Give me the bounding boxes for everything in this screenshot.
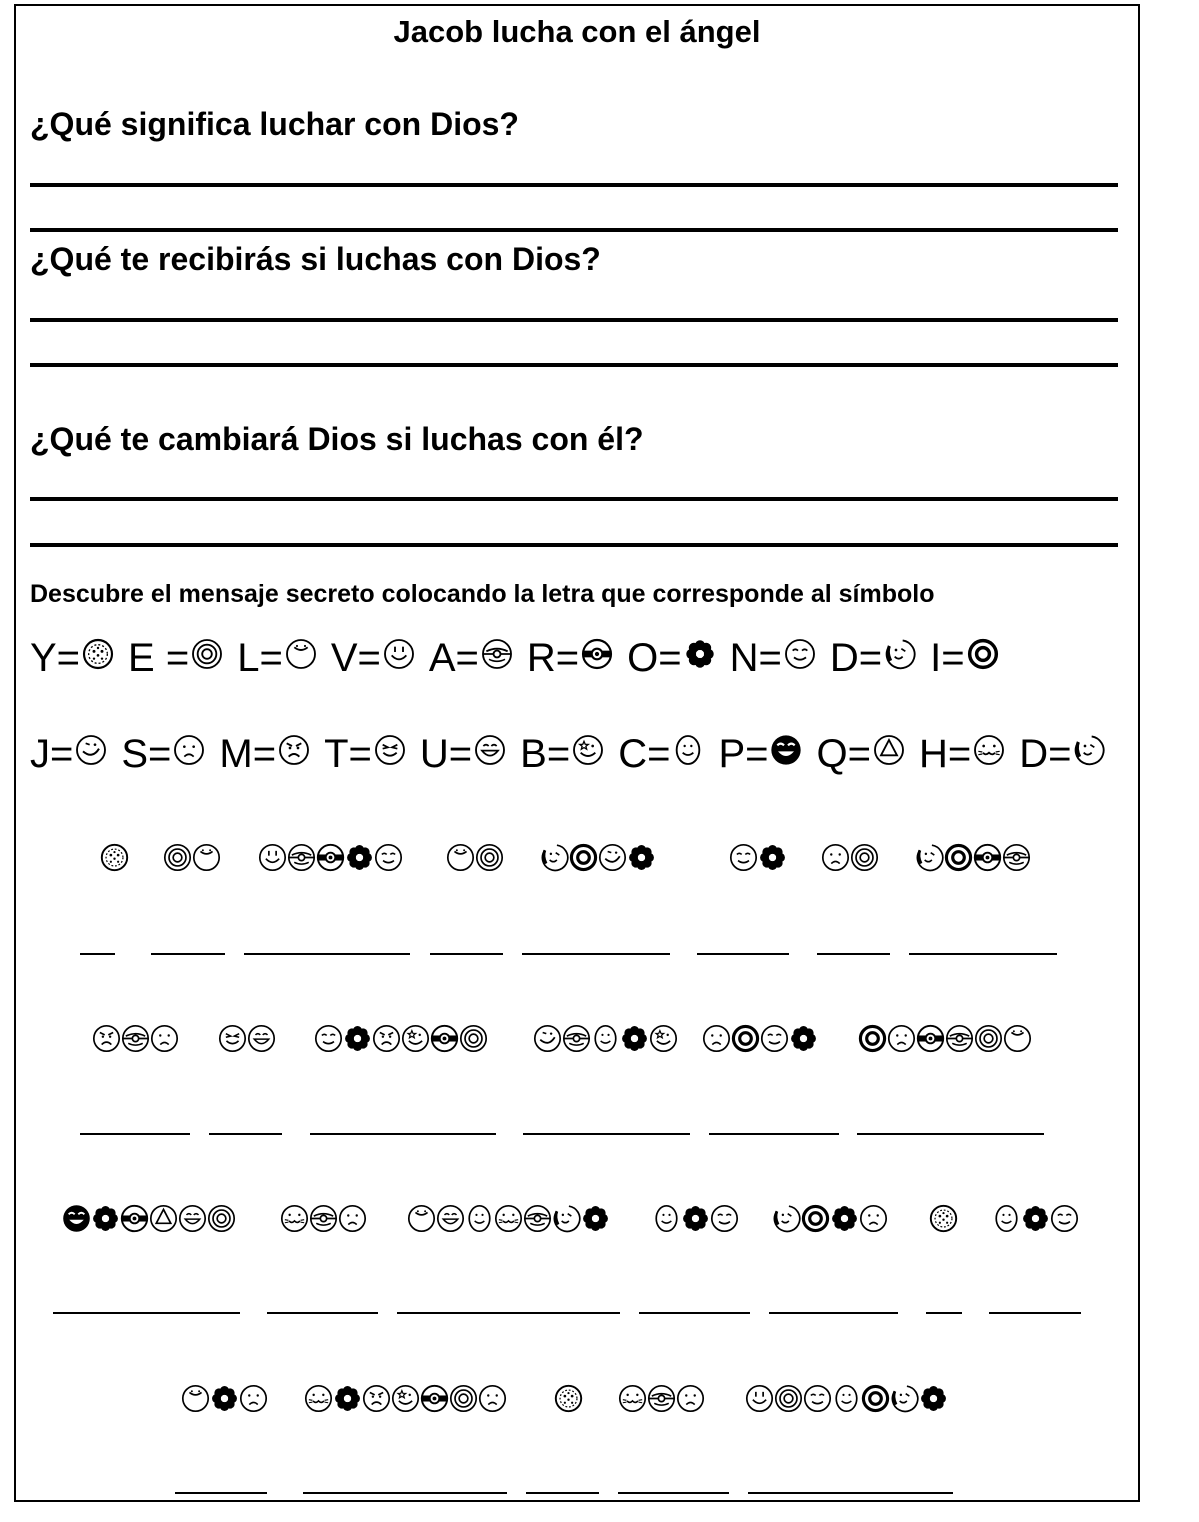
flower-icon [210,1390,239,1407]
smile-up-face-icon [446,849,475,866]
smile-up-face-icon [181,1390,210,1407]
flower-icon [581,1210,610,1227]
squint-face-icon [374,726,406,771]
key-pair [128,636,223,681]
content-face-icon [784,630,816,675]
key-letter: E = [128,636,190,680]
answer-line[interactable] [30,183,1118,187]
angry-face-icon [92,1030,121,1047]
answer-line[interactable] [30,497,1118,501]
pokeball-face-icon [945,1030,974,1047]
cipher-word [702,1024,818,1053]
answer-blank[interactable] [748,1492,953,1494]
flower-icon [758,849,787,866]
key-letter: P= [718,732,769,776]
key-letter: M= [219,732,277,776]
flower-icon [789,1030,818,1047]
cipher-word [858,1024,1032,1053]
cat-face-icon [494,1210,523,1227]
dots-face-icon [554,1390,583,1407]
answer-blank[interactable] [769,1312,898,1314]
pokeball-face-icon [1002,849,1031,866]
content-face-icon [760,1030,789,1047]
cipher-word [915,843,1031,872]
flower-icon [627,849,656,866]
answer-blank[interactable] [857,1133,1044,1135]
answer-blank[interactable] [209,1133,282,1135]
worksheet-title: Jacob lucha con el ángel [393,14,761,49]
target-circle-icon [967,630,999,675]
smile-up-face-icon [285,630,317,675]
pokeball-face-icon [481,630,513,675]
egg-face-icon [465,1210,494,1227]
egg-face-icon [832,1390,861,1407]
egg-face-icon [591,1030,620,1047]
key-pair [429,636,513,681]
question-3: ¿Qué te cambiará Dios si luchas con él? [30,421,644,457]
dots-face-icon [100,849,129,866]
cipher-word [745,1384,948,1413]
cipher-key-row-2 [30,732,1119,777]
key-pair [919,732,1005,777]
key-pair [618,732,704,777]
key-pair [324,732,406,777]
key-letter: V= [330,636,381,680]
spiral-circle-icon [207,1210,236,1227]
spiral-circle-icon [191,630,223,675]
key-letter: C= [618,732,671,776]
dots-face-icon [929,1210,958,1227]
key-pair [30,636,114,681]
content-face-icon [1050,1210,1079,1227]
angry-face-icon [278,726,310,771]
wink-face-icon [540,849,569,866]
key-pair [718,732,802,777]
pokeball-face-icon [647,1390,676,1407]
black-face-icon [62,1210,91,1227]
cipher-word [304,1384,507,1413]
spiral-circle-icon [774,1390,803,1407]
squint-face-icon [218,1030,247,1047]
answer-blank[interactable] [817,953,890,955]
answer-blank[interactable] [80,1133,190,1135]
smirk-face-icon [598,849,627,866]
egg-face-icon [672,726,704,771]
cipher-word [729,843,787,872]
wink-face-icon [552,1210,581,1227]
cipher-key-row-1 [30,636,1013,681]
cipher-word [772,1204,888,1233]
key-pair [420,732,506,777]
target-circle-icon [801,1210,830,1227]
black-face-icon [770,726,802,771]
egg-face-icon [992,1210,1021,1227]
answer-blank[interactable] [523,1133,690,1135]
answer-blank[interactable] [909,953,1057,955]
answer-blank[interactable] [267,1312,378,1314]
wink-face-icon [772,1210,801,1227]
cipher-word [992,1204,1079,1233]
spiral-circle-icon [449,1390,478,1407]
pokeball-filled-icon [420,1390,449,1407]
cipher-word [181,1384,268,1413]
answer-line[interactable] [30,543,1118,547]
smile-up-face-icon [1003,1030,1032,1047]
smirk-face-icon [75,726,107,771]
key-letter: U= [419,732,473,776]
angry-face-icon [362,1390,391,1407]
cipher-word [618,1384,705,1413]
cipher-word [540,843,656,872]
key-pair [930,636,998,681]
pokeball-filled-icon [581,630,613,675]
answer-blank[interactable] [526,1492,599,1494]
sad-face-icon [887,1030,916,1047]
wink-face-icon [915,849,944,866]
key-pair [520,732,604,777]
pokeball-filled-icon [316,849,345,866]
key-pair [730,636,816,681]
grin-face-icon [178,1210,207,1227]
pokeball-filled-icon [430,1030,459,1047]
sad-face-icon [702,1030,731,1047]
cat-face-icon [304,1390,333,1407]
answer-blank[interactable] [303,1492,507,1494]
cipher-word [92,1024,179,1053]
spiral-circle-icon [974,1030,1003,1047]
key-letter: L= [237,636,283,680]
answer-blank[interactable] [80,953,115,955]
answer-blank[interactable] [244,953,410,955]
content-face-icon [729,849,758,866]
key-letter: R= [526,636,580,680]
happy-face-icon [745,1390,774,1407]
triangle-face-icon [149,1210,178,1227]
key-letter: I= [930,636,965,680]
sad-face-icon [173,726,205,771]
pokeball-filled-icon [973,849,1002,866]
target-circle-icon [944,849,973,866]
wink-face-icon [1073,726,1105,771]
key-letter: Q= [816,732,871,776]
flower-icon [1021,1210,1050,1227]
flower-icon [345,849,374,866]
key-pair [816,732,904,777]
flower-icon [343,1030,372,1047]
cipher-word [62,1204,236,1233]
cipher-word [163,843,221,872]
key-letter: S= [121,732,172,776]
key-letter: A= [428,636,479,680]
key-pair [627,636,715,681]
answer-blank[interactable] [397,1312,620,1314]
question-1: ¿Qué significa luchar con Dios? [30,106,519,142]
key-letter: O= [627,636,682,680]
answer-blank[interactable] [175,1492,267,1494]
key-letter: T= [324,732,372,776]
flower-icon [684,630,716,675]
cipher-word [554,1384,583,1413]
key-pair [219,732,310,777]
flower-icon [91,1210,120,1227]
key-letter: D= [829,636,883,680]
smile-up-face-icon [192,849,221,866]
star-face-icon [391,1390,420,1407]
key-pair [830,636,916,681]
spiral-circle-icon [850,849,879,866]
happy-face-icon [383,630,415,675]
key-pair [1019,732,1105,777]
spiral-circle-icon [163,849,192,866]
cat-face-icon [280,1210,309,1227]
key-pair [30,732,107,777]
triangle-face-icon [873,726,905,771]
wink-face-icon [884,630,916,675]
answer-blank[interactable] [989,1312,1081,1314]
cipher-word [652,1204,739,1233]
key-pair [237,636,317,681]
cipher-word [280,1204,367,1233]
answer-blank[interactable] [697,953,789,955]
pokeball-face-icon [523,1210,552,1227]
flower-icon [333,1390,362,1407]
cipher-word [821,843,879,872]
target-circle-icon [858,1030,887,1047]
answer-blank[interactable] [618,1492,729,1494]
cipher-word [100,843,129,872]
target-circle-icon [731,1030,760,1047]
sad-face-icon [150,1030,179,1047]
key-letter: Y= [30,636,81,680]
grin-face-icon [436,1210,465,1227]
target-circle-icon [861,1390,890,1407]
answer-blank[interactable] [709,1133,839,1135]
dots-face-icon [82,630,114,675]
cipher-word [218,1024,276,1053]
smile-up-face-icon [407,1210,436,1227]
key-pair [331,636,415,681]
cat-face-icon [618,1390,647,1407]
content-face-icon [710,1210,739,1227]
puzzle-instructions: Descubre el mensaje secreto colocando la letra que corresponde al símbolo [30,580,935,608]
answer-blank[interactable] [639,1312,750,1314]
cat-face-icon [973,726,1005,771]
answer-blank[interactable] [926,1312,962,1314]
answer-line[interactable] [30,318,1118,322]
angry-face-icon [372,1030,401,1047]
pokeball-face-icon [121,1030,150,1047]
sad-face-icon [859,1210,888,1227]
pokeball-filled-icon [916,1030,945,1047]
key-letter: B= [520,732,571,776]
flower-icon [681,1210,710,1227]
content-face-icon [803,1390,832,1407]
pokeball-face-icon [287,849,316,866]
target-circle-icon [569,849,598,866]
key-pair [121,732,205,777]
smirk-face-icon [533,1030,562,1047]
answer-line[interactable] [30,228,1118,232]
flower-icon [620,1030,649,1047]
star-face-icon [401,1030,430,1047]
flower-icon [919,1390,948,1407]
sad-face-icon [239,1390,268,1407]
flower-icon [830,1210,859,1227]
answer-blank[interactable] [522,953,670,955]
sad-face-icon [821,849,850,866]
star-face-icon [572,726,604,771]
answer-blank[interactable] [310,1133,496,1135]
egg-face-icon [652,1210,681,1227]
answer-blank[interactable] [151,953,225,955]
sad-face-icon [478,1390,507,1407]
answer-blank[interactable] [430,953,503,955]
spiral-circle-icon [475,849,504,866]
pokeball-face-icon [562,1030,591,1047]
key-letter: N= [729,636,782,680]
content-face-icon [374,849,403,866]
wink-face-icon [890,1390,919,1407]
key-letter: J= [30,732,74,776]
sad-face-icon [676,1390,705,1407]
content-face-icon [314,1030,343,1047]
happy-face-icon [258,849,287,866]
key-letter: D= [1019,732,1072,776]
answer-line[interactable] [30,363,1118,367]
cipher-word [446,843,504,872]
spiral-circle-icon [459,1030,488,1047]
question-2: ¿Qué te recibirás si luchas con Dios? [30,241,601,277]
pokeball-filled-icon [120,1210,149,1227]
sad-face-icon [338,1210,367,1227]
star-face-icon [649,1030,678,1047]
cipher-word [533,1024,678,1053]
cipher-word [314,1024,488,1053]
cipher-word [407,1204,610,1233]
key-letter: H= [918,732,972,776]
grin-face-icon [474,726,506,771]
grin-face-icon [247,1030,276,1047]
key-pair [527,636,613,681]
pokeball-face-icon [309,1210,338,1227]
answer-blank[interactable] [53,1312,240,1314]
cipher-word [258,843,403,872]
cipher-word [929,1204,958,1233]
